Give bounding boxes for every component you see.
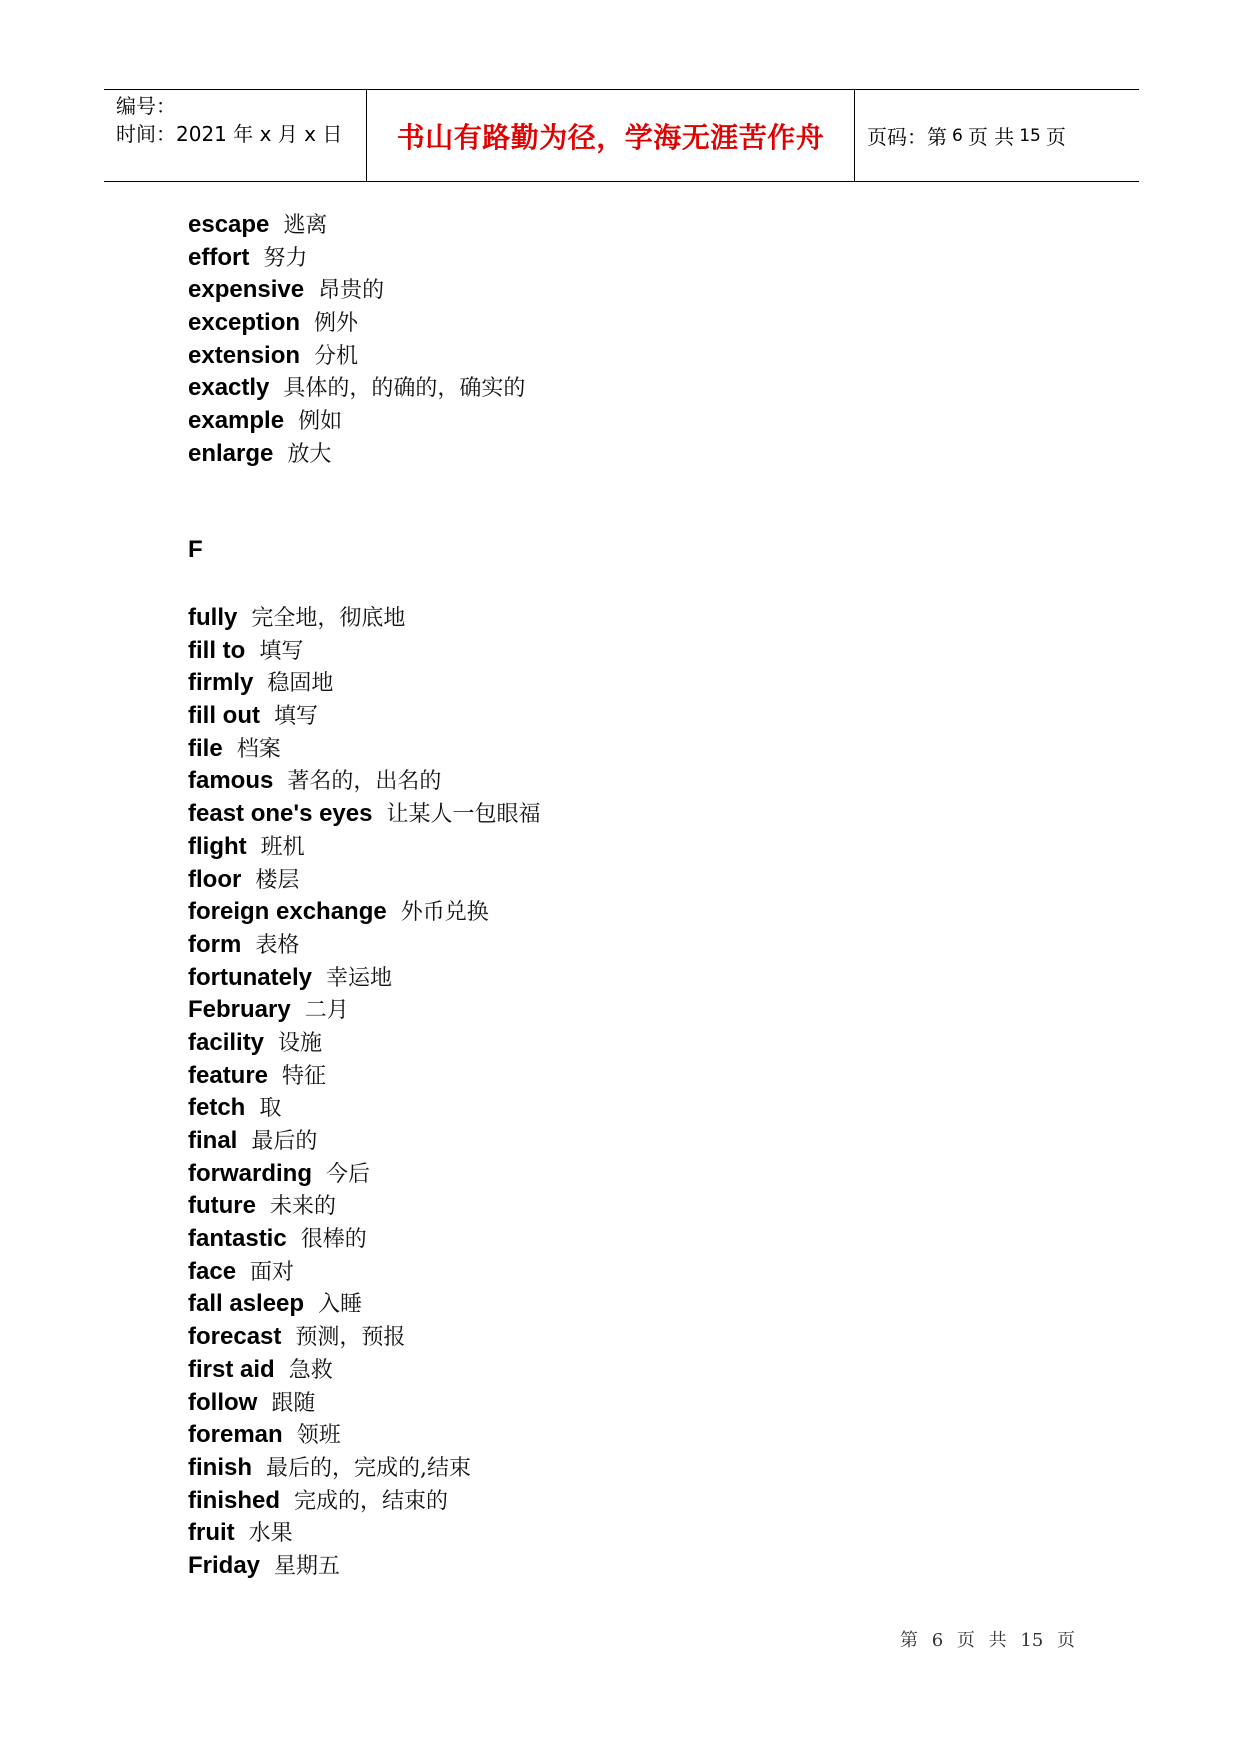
vocab-gloss: 填写 (259, 638, 304, 664)
footer-current: 6 (931, 1630, 944, 1651)
vocab-entry (188, 1387, 1088, 1420)
vocab-gloss: 表格 (255, 932, 300, 958)
vocab-gloss: 急救 (288, 1357, 333, 1383)
vocab-entry (188, 1354, 1088, 1387)
vocab-entry (188, 864, 1088, 897)
vocab-gloss: 昂贵的 (318, 278, 385, 304)
vocab-word: flight (188, 832, 247, 860)
vocab-gloss: 设施 (278, 1030, 323, 1056)
vocab-gloss: 逃离 (283, 213, 328, 238)
vocab-gloss: 让某人一包眼福 (386, 802, 541, 828)
page-total: 15 (1019, 125, 1041, 146)
vocab-gloss: 努力 (263, 245, 308, 271)
vocab-entry (188, 307, 1088, 340)
footer-mid2: 共 (988, 1630, 1007, 1651)
vocab-gloss: 二月 (304, 998, 349, 1024)
vocab-word: extension (188, 341, 301, 369)
vocab-word: fortunately (188, 963, 313, 991)
vocab-entry (188, 405, 1088, 438)
vocab-list-f (188, 602, 1088, 1583)
vocab-word: fall asleep (188, 1290, 305, 1318)
vocab-entry (188, 733, 1088, 766)
vocab-word: exception (188, 309, 301, 337)
vocab-entry (188, 1550, 1088, 1583)
vocab-entry (188, 765, 1088, 798)
vocab-word: effort (188, 243, 250, 271)
vocab-entry (188, 635, 1088, 668)
vocab-gloss: 预测，预报 (295, 1325, 406, 1351)
vocab-gloss: 领班 (296, 1423, 341, 1449)
vocab-entry (188, 896, 1088, 929)
vocab-entry (188, 438, 1088, 471)
vocab-gloss: 外币兑换 (400, 900, 489, 926)
vocab-word: foreign exchange (188, 898, 387, 926)
header-motto-cell (367, 90, 855, 181)
vocab-entry (188, 1452, 1088, 1485)
vocab-entry (188, 372, 1088, 405)
vocab-entry (188, 1419, 1088, 1452)
vocab-word: first aid (188, 1355, 275, 1383)
vocab-entry (188, 700, 1088, 733)
vocab-word: famous (188, 767, 274, 795)
vocab-gloss: 最后的 (251, 1129, 318, 1154)
vocab-gloss: 填写 (273, 704, 318, 730)
vocab-word: floor (188, 865, 242, 893)
vocab-word: fruit (188, 1519, 235, 1547)
vocab-entry (188, 1485, 1088, 1518)
vocab-entry (188, 1190, 1088, 1223)
footer-total: 15 (1020, 1630, 1044, 1651)
vocab-gloss: 档案 (236, 736, 281, 762)
vocab-gloss: 特征 (282, 1063, 327, 1089)
vocab-entry (188, 242, 1088, 275)
vocab-entry (188, 1158, 1088, 1191)
vocab-word: foreman (188, 1421, 283, 1449)
vocab-entry (188, 1060, 1088, 1093)
vocab-gloss: 稳固地 (267, 671, 334, 697)
vocab-word: fill to (188, 636, 246, 664)
vocab-word: form (188, 930, 242, 958)
vocab-word: forwarding (188, 1159, 312, 1187)
vocab-word: facility (188, 1028, 265, 1056)
vocab-word: file (188, 734, 223, 762)
vocab-gloss: 放大 (287, 441, 332, 467)
vocab-word: forecast (188, 1323, 282, 1351)
vocab-gloss: 取 (259, 1096, 282, 1122)
vocab-word: February (188, 996, 291, 1024)
vocab-entry (188, 1092, 1088, 1125)
header-page-cell (855, 90, 1139, 181)
vocab-gloss: 班机 (260, 834, 305, 860)
vocab-word: exactly (188, 374, 270, 402)
vocab-gloss: 分机 (314, 343, 359, 369)
vocab-entry (188, 798, 1088, 831)
vocab-gloss: 最后的，完成的,结束 (266, 1455, 471, 1481)
vocab-word: finished (188, 1486, 281, 1514)
vocab-word: feast one's eyes (188, 800, 373, 828)
footer-suffix: 页 (1057, 1630, 1076, 1651)
vocab-gloss: 今后 (326, 1161, 371, 1187)
vocab-gloss: 著名的，出名的 (287, 769, 442, 795)
vocab-gloss: 楼层 (255, 867, 300, 893)
vocab-word: fill out (188, 702, 260, 730)
vocab-entry (188, 340, 1088, 373)
vocab-entry (188, 667, 1088, 700)
vocab-word: finish (188, 1453, 252, 1481)
motto-text: 书山有路勤为径，学海无涯苦作舟 (396, 120, 825, 154)
vocab-gloss: 水果 (248, 1521, 293, 1547)
vocab-gloss: 星期五 (274, 1553, 341, 1579)
vocab-entry (188, 1125, 1088, 1158)
page-prefix: 页码：第 (867, 125, 947, 149)
vocab-entry (188, 602, 1088, 635)
vocab-word: fantastic (188, 1225, 287, 1253)
vocab-entry (188, 831, 1088, 864)
vocab-word: future (188, 1192, 256, 1220)
footer-prefix: 第 (900, 1630, 918, 1651)
vocab-word: fully (188, 604, 238, 631)
vocab-word: example (188, 407, 285, 435)
vocab-word: enlarge (188, 439, 274, 467)
time-label: 时间：2021 年 x 月 x 日 (116, 122, 343, 146)
vocab-word: firmly (188, 669, 254, 697)
vocab-gloss: 未来的 (270, 1194, 337, 1220)
page-header (104, 89, 1139, 182)
vocab-word: fetch (188, 1094, 246, 1122)
vocab-entry (188, 1288, 1088, 1321)
vocab-gloss: 幸运地 (326, 965, 393, 991)
vocab-entry (188, 1256, 1088, 1289)
section-heading-f: F (188, 536, 203, 563)
vocab-gloss: 入睡 (318, 1292, 363, 1318)
vocab-entry (188, 1223, 1088, 1256)
header-info-cell (104, 90, 367, 181)
footer-mid1: 页 (956, 1630, 975, 1651)
page-current: 6 (952, 125, 963, 146)
vocab-word: Friday (188, 1551, 261, 1579)
vocab-entry (188, 274, 1088, 307)
vocab-gloss: 完成的，结束的 (294, 1488, 449, 1514)
vocab-word: feature (188, 1061, 269, 1089)
page-suffix: 页 (1045, 125, 1066, 149)
page-footer (900, 1626, 1083, 1652)
vocab-entry (188, 929, 1088, 962)
vocab-word: follow (188, 1388, 258, 1416)
vocab-entry (188, 962, 1088, 995)
vocab-word: escape (188, 211, 270, 238)
vocab-gloss: 很棒的 (300, 1227, 367, 1253)
vocab-gloss: 完全地，彻底地 (251, 606, 406, 631)
vocab-entry (188, 1027, 1088, 1060)
vocab-gloss: 跟随 (271, 1390, 316, 1416)
vocab-entry (188, 994, 1088, 1027)
number-label: 编号： (116, 94, 176, 118)
vocab-gloss: 具体的，的确的，确实的 (283, 376, 526, 402)
vocab-entry (188, 1321, 1088, 1354)
vocab-word: final (188, 1127, 238, 1154)
vocab-entry (188, 1517, 1088, 1550)
vocab-gloss: 例如 (298, 409, 343, 435)
page-mid: 页 共 (967, 125, 1015, 149)
vocab-list-e (188, 209, 1088, 471)
vocab-gloss: 面对 (250, 1259, 295, 1285)
vocab-word: expensive (188, 276, 305, 304)
vocab-entry (188, 209, 1088, 242)
vocab-word: face (188, 1257, 237, 1285)
vocab-gloss: 例外 (314, 311, 359, 337)
